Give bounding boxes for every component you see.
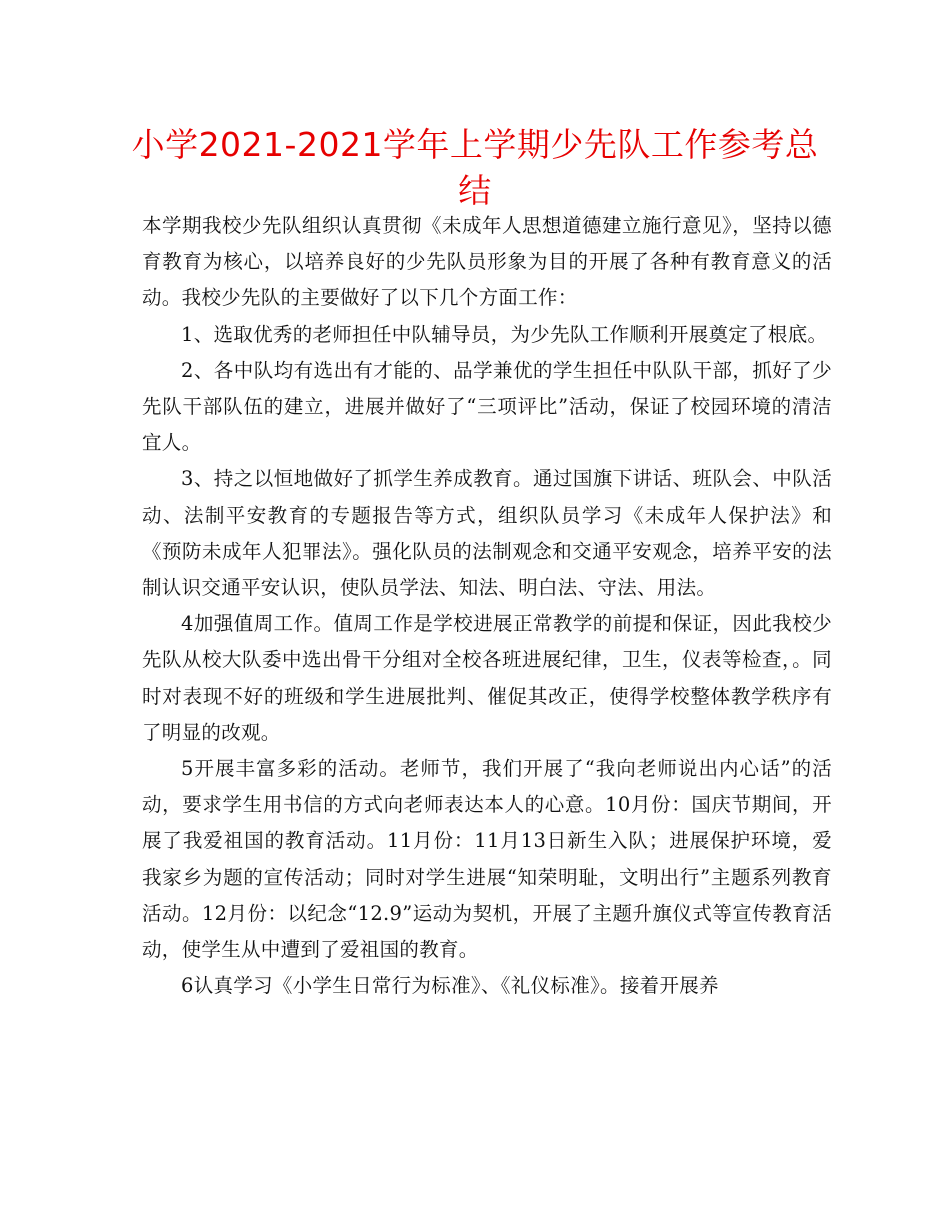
paragraph-item-4: 4加强值周工作。值周工作是学校进展正常教学的前提和保证，因此我校少先队从校大队委中选出骨干分组对全校各班进展纪律，卫生，仪表等检查，。同时对表现不好的班级和学生进展批判、催促其改正，使得学校整体教学秩序有了明显的改观。: [142, 612, 832, 744]
paragraph-item-6: 6认真学习《小学生日常行为标准》、《礼仪标准》。接着开展养: [181, 974, 719, 998]
document-body: [142, 208, 832, 1004]
document-title: 小学2021-2021学年上学期少先队工作参考总结: [131, 125, 819, 210]
paragraph-item-5: 5开展丰富多彩的活动。老师节，我们开展了“我向老师说出内心话”的活动，要求学生用书信的方式向老师表达本人的心意。10月份：国庆节期间，开展了我爱祖国的教育活动。11月份：11月13日新生入队；进展保护环境，爱我家乡为题的宣传活动；同时对学生进展“知荣明耻，文明出行”主题系列教育活动。12月份：以纪念“12.9”运动为契机，开展了主题升旗仪式等宣传教育活动，使学生从中遭到了爱祖国的教育。: [142, 757, 832, 962]
paragraph-item-1: 1、选取优秀的老师担任中队辅导员，为少先队工作顺利开展奠定了根底。: [181, 322, 828, 346]
paragraph-item-3: 3、持之以恒地做好了抓学生养成教育。通过国旗下讲话、班队会、中队活动、法制平安教育的专题报告等方式，组织队员学习《未成年人保护法》和《预防未成年人犯罪法》。强化队员的法制观念和交通平安观念，培养平安的法制认识交通平安认识，使队员学法、知法、明白法、守法、用法。: [142, 467, 832, 600]
paragraph-intro: 本学期我校少先队组织认真贯彻《未成年人思想道德建立施行意见》，坚持以德育教育为核心，以培养良好的少先队员形象为目的开展了各种有教育意义的活动。我校少先队的主要做好了以下几个方面工作：: [142, 214, 832, 310]
paragraph-item-2: 2、各中队均有选出有才能的、品学兼优的学生担任中队队干部，抓好了少先队干部队伍的建立，进展并做好了“三项评比”活动，保证了校园环境的清洁宜人。: [142, 358, 832, 455]
